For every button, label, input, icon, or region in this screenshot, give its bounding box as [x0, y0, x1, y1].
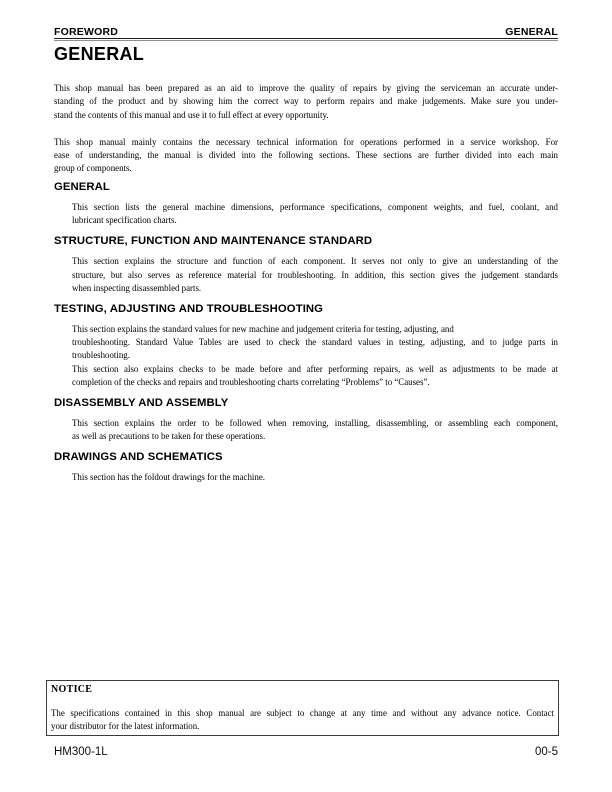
page-title: GENERAL	[54, 44, 145, 64]
section	[54, 235, 558, 295]
text-line: stand the contents of this manual and use it to full effect at every opportunity.	[54, 109, 329, 120]
text-line: This section lists the general machine dimensions, performance specifications, component weights, and fuel, coolant, and	[72, 202, 558, 212]
text-line: completion of the checks and repairs and troubleshooting charts correlating “Problems” to “Causes”.	[72, 377, 430, 388]
footer-model-code: HM300-1L	[54, 746, 108, 758]
running-header	[54, 27, 558, 38]
paragraph	[54, 82, 558, 122]
section-body	[72, 323, 558, 389]
text-line: This section explains the order to be followed when removing, installing, disassembling, or assembling each component,	[72, 418, 558, 429]
section	[54, 397, 558, 444]
paragraph	[54, 136, 558, 176]
header-rule	[54, 38, 558, 39]
section	[54, 181, 558, 228]
section-heading: DRAWINGS AND SCHEMATICS	[54, 451, 223, 464]
text-line: This shop manual has been prepared as an aid to improve the quality of repairs by giving the serviceman an accurate under-	[54, 83, 558, 93]
text-line: as well as precautions to be taken for these operations.	[72, 431, 266, 442]
section-body	[72, 471, 558, 484]
section-heading: DISASSEMBLY AND ASSEMBLY	[54, 397, 229, 410]
text-line: This shop manual mainly contains the necessary technical information for operations performed in a service workshop. For	[54, 136, 558, 147]
text-line: standing of the product and by showing him the correct way to perform repairs and make judgements. Make sure you under-	[54, 96, 558, 107]
text-line: This section explains the standard values for new machine and judgement criteria for testing, adjusting, and	[72, 323, 454, 334]
text-line: This section also explains checks to be made before and after performing repairs, as well as adjustments to be made at	[72, 363, 558, 374]
section-body	[72, 201, 558, 228]
section-heading: TESTING, ADJUSTING AND TROUBLESHOOTING	[54, 302, 324, 315]
section-list	[54, 181, 558, 492]
section-body	[72, 255, 558, 295]
text-line: lubricant specification charts.	[72, 215, 177, 226]
intro-paragraphs	[54, 82, 558, 176]
text-line: troubleshooting.	[72, 350, 130, 361]
header-right-label: GENERAL	[505, 26, 558, 38]
text-line: This section explains the structure and function of each component. It serves not only to give an understanding of the	[72, 256, 558, 267]
footer-page-number: 00-5	[534, 746, 558, 758]
text-line: troubleshooting. Standard Value Tables are used to check the standard values in testing, adjusting, and to judge parts in	[72, 337, 558, 348]
section	[54, 303, 558, 389]
text-line: structure, but also serves as reference material for troubleshooting. In addition, this section gives the judgement standards	[72, 269, 558, 280]
text-line: This section has the foldout drawings for the machine.	[72, 472, 265, 483]
text-line: your distributor for the latest information.	[51, 721, 200, 732]
notice-label: NOTICE	[51, 684, 93, 695]
header-left-label: FOREWORD	[54, 26, 119, 38]
text-line: group of components.	[54, 163, 132, 174]
notice-text	[51, 707, 554, 734]
section-heading: STRUCTURE, FUNCTION AND MAINTENANCE STANDARD	[54, 235, 373, 248]
section-body	[72, 417, 558, 444]
text-line: when inspecting disassembled parts.	[72, 282, 202, 293]
notice-box	[46, 680, 559, 736]
section-heading: GENERAL	[54, 181, 110, 193]
text-line: ease of understanding, the manual is divided into the following sections. These sections are further divided into each main	[54, 150, 558, 161]
text-line: The specifications contained in this shop manual are subject to change at any time and without any advance notice. Contact	[51, 708, 554, 718]
page-footer	[54, 747, 558, 759]
section	[54, 451, 558, 484]
